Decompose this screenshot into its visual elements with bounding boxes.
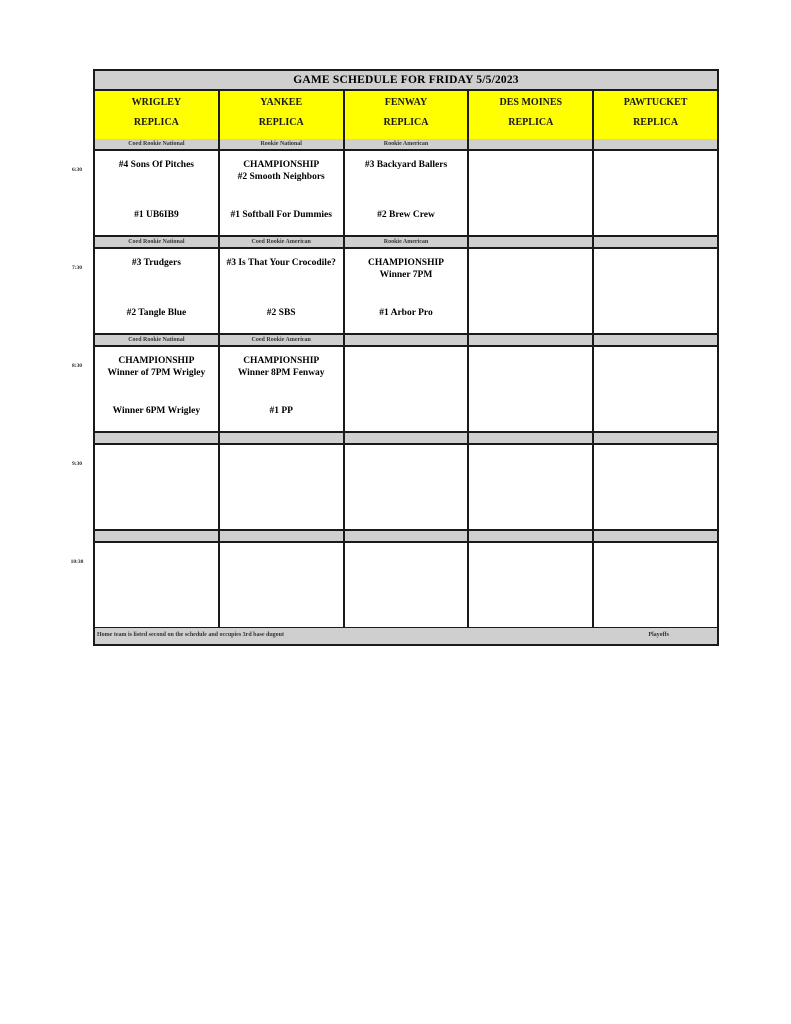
- game-row: [95, 249, 717, 335]
- home-team: #1 Arbor Pro: [379, 308, 433, 318]
- game-cell: [345, 249, 470, 333]
- league-label: [469, 237, 594, 247]
- league-label: Coed Rookie National: [95, 139, 220, 149]
- field-header-wrigley: [95, 91, 220, 139]
- league-label: Coed Rookie American: [220, 237, 345, 247]
- home-team: Winner 6PM Wrigley: [112, 406, 201, 416]
- field-header-fenway: [345, 91, 470, 139]
- game-cell: [220, 543, 345, 627]
- game-cell: [594, 347, 717, 431]
- schedule-table: [93, 69, 719, 646]
- game-cell: [594, 543, 717, 627]
- game-cell: [345, 151, 470, 235]
- field-name: PAWTUCKET: [623, 97, 688, 108]
- league-label: Coed Rookie American: [220, 335, 345, 345]
- away-team: #3 Backyard Ballers: [364, 160, 448, 170]
- league-label: [594, 335, 717, 345]
- league-label: [469, 433, 594, 443]
- field-header-row: [95, 91, 717, 141]
- field-subtitle: REPLICA: [633, 117, 679, 128]
- away-team: #4 Sons Of Pitches: [118, 160, 194, 170]
- game-row: [95, 445, 717, 531]
- game-cell: [594, 249, 717, 333]
- game-cell: [220, 347, 345, 431]
- game-cell: [469, 347, 594, 431]
- league-label: [594, 433, 717, 443]
- game-cell: [95, 347, 220, 431]
- field-name: WRIGLEY: [131, 97, 182, 108]
- game-cell: [469, 445, 594, 529]
- home-team: #2 Brew Crew: [377, 210, 435, 220]
- league-label: Rookie American: [345, 237, 470, 247]
- away-team: CHAMPIONSHIP Winner of 7PM Wrigley: [107, 356, 206, 378]
- field-subtitle: REPLICA: [508, 117, 554, 128]
- game-cell: [95, 249, 220, 333]
- time-slot: [95, 139, 717, 237]
- game-cell: [469, 543, 594, 627]
- away-team: CHAMPIONSHIP Winner 7PM: [367, 258, 444, 280]
- league-label: Rookie American: [345, 139, 470, 149]
- game-cell: [594, 445, 717, 529]
- league-row: [95, 237, 717, 249]
- league-row: [95, 433, 717, 445]
- footer-tag: Playoffs: [648, 632, 669, 638]
- home-team: #2 Tangle Blue: [126, 308, 187, 318]
- away-team: #3 Is That Your Crocodile?: [226, 258, 336, 268]
- game-row: [95, 347, 717, 433]
- field-subtitle: REPLICA: [258, 117, 304, 128]
- league-label: [469, 139, 594, 149]
- field-name: FENWAY: [384, 97, 428, 108]
- schedule-title: GAME SCHEDULE FOR FRIDAY 5/5/2023: [95, 71, 717, 91]
- game-cell: [220, 249, 345, 333]
- league-label: [95, 433, 220, 443]
- game-cell: [345, 543, 470, 627]
- time-label: 10:30: [70, 559, 84, 565]
- footer-note: Home team is listed second on the schedule and occupies 3rd base dugout: [97, 632, 285, 638]
- field-name: DES MOINES: [499, 97, 563, 108]
- league-label: [594, 237, 717, 247]
- field-header-yankee: [220, 91, 345, 139]
- home-team: #2 SBS: [266, 308, 296, 318]
- field-name: YANKEE: [260, 97, 303, 108]
- league-row: [95, 139, 717, 151]
- game-cell: [220, 151, 345, 235]
- game-cell: [220, 445, 345, 529]
- time-label: 8:30: [71, 363, 83, 369]
- league-label: [469, 531, 594, 541]
- league-label: [594, 139, 717, 149]
- field-header-pawtucket: [594, 91, 717, 139]
- game-cell: [345, 445, 470, 529]
- time-slot: [95, 237, 717, 335]
- time-label: 9:30: [71, 461, 83, 467]
- game-cell: [95, 445, 220, 529]
- schedule-footer: [95, 628, 717, 644]
- time-label: 6:30: [71, 167, 83, 173]
- league-label: [220, 531, 345, 541]
- away-team: #3 Trudgers: [131, 258, 181, 268]
- league-label: [469, 335, 594, 345]
- game-cell: [594, 151, 717, 235]
- time-label: 7:30: [71, 265, 83, 271]
- field-subtitle: REPLICA: [133, 117, 179, 128]
- league-label: Coed Rookie National: [95, 237, 220, 247]
- league-label: [95, 531, 220, 541]
- league-label: Rookie National: [220, 139, 345, 149]
- game-cell: [95, 151, 220, 235]
- time-slot: [95, 531, 717, 629]
- away-team: CHAMPIONSHIP #2 Smooth Neighbors: [237, 160, 325, 182]
- game-cell: [469, 249, 594, 333]
- field-header-des-moines: [469, 91, 594, 139]
- field-subtitle: REPLICA: [383, 117, 429, 128]
- game-cell: [95, 543, 220, 627]
- league-label: [594, 531, 717, 541]
- league-label: [345, 335, 470, 345]
- game-row: [95, 151, 717, 237]
- time-slot: [95, 433, 717, 531]
- time-slot: [95, 335, 717, 433]
- home-team: #1 UB6IB9: [134, 210, 179, 220]
- away-team: CHAMPIONSHIP Winner 8PM Fenway: [237, 356, 325, 378]
- league-label: Coed Rookie National: [95, 335, 220, 345]
- league-label: [220, 433, 345, 443]
- league-row: [95, 335, 717, 347]
- league-row: [95, 531, 717, 543]
- league-label: [345, 433, 470, 443]
- game-cell: [469, 151, 594, 235]
- home-team: #1 Softball For Dummies: [230, 210, 332, 220]
- home-team: #1 PP: [269, 406, 293, 416]
- league-label: [345, 531, 470, 541]
- game-row: [95, 543, 717, 629]
- game-cell: [345, 347, 470, 431]
